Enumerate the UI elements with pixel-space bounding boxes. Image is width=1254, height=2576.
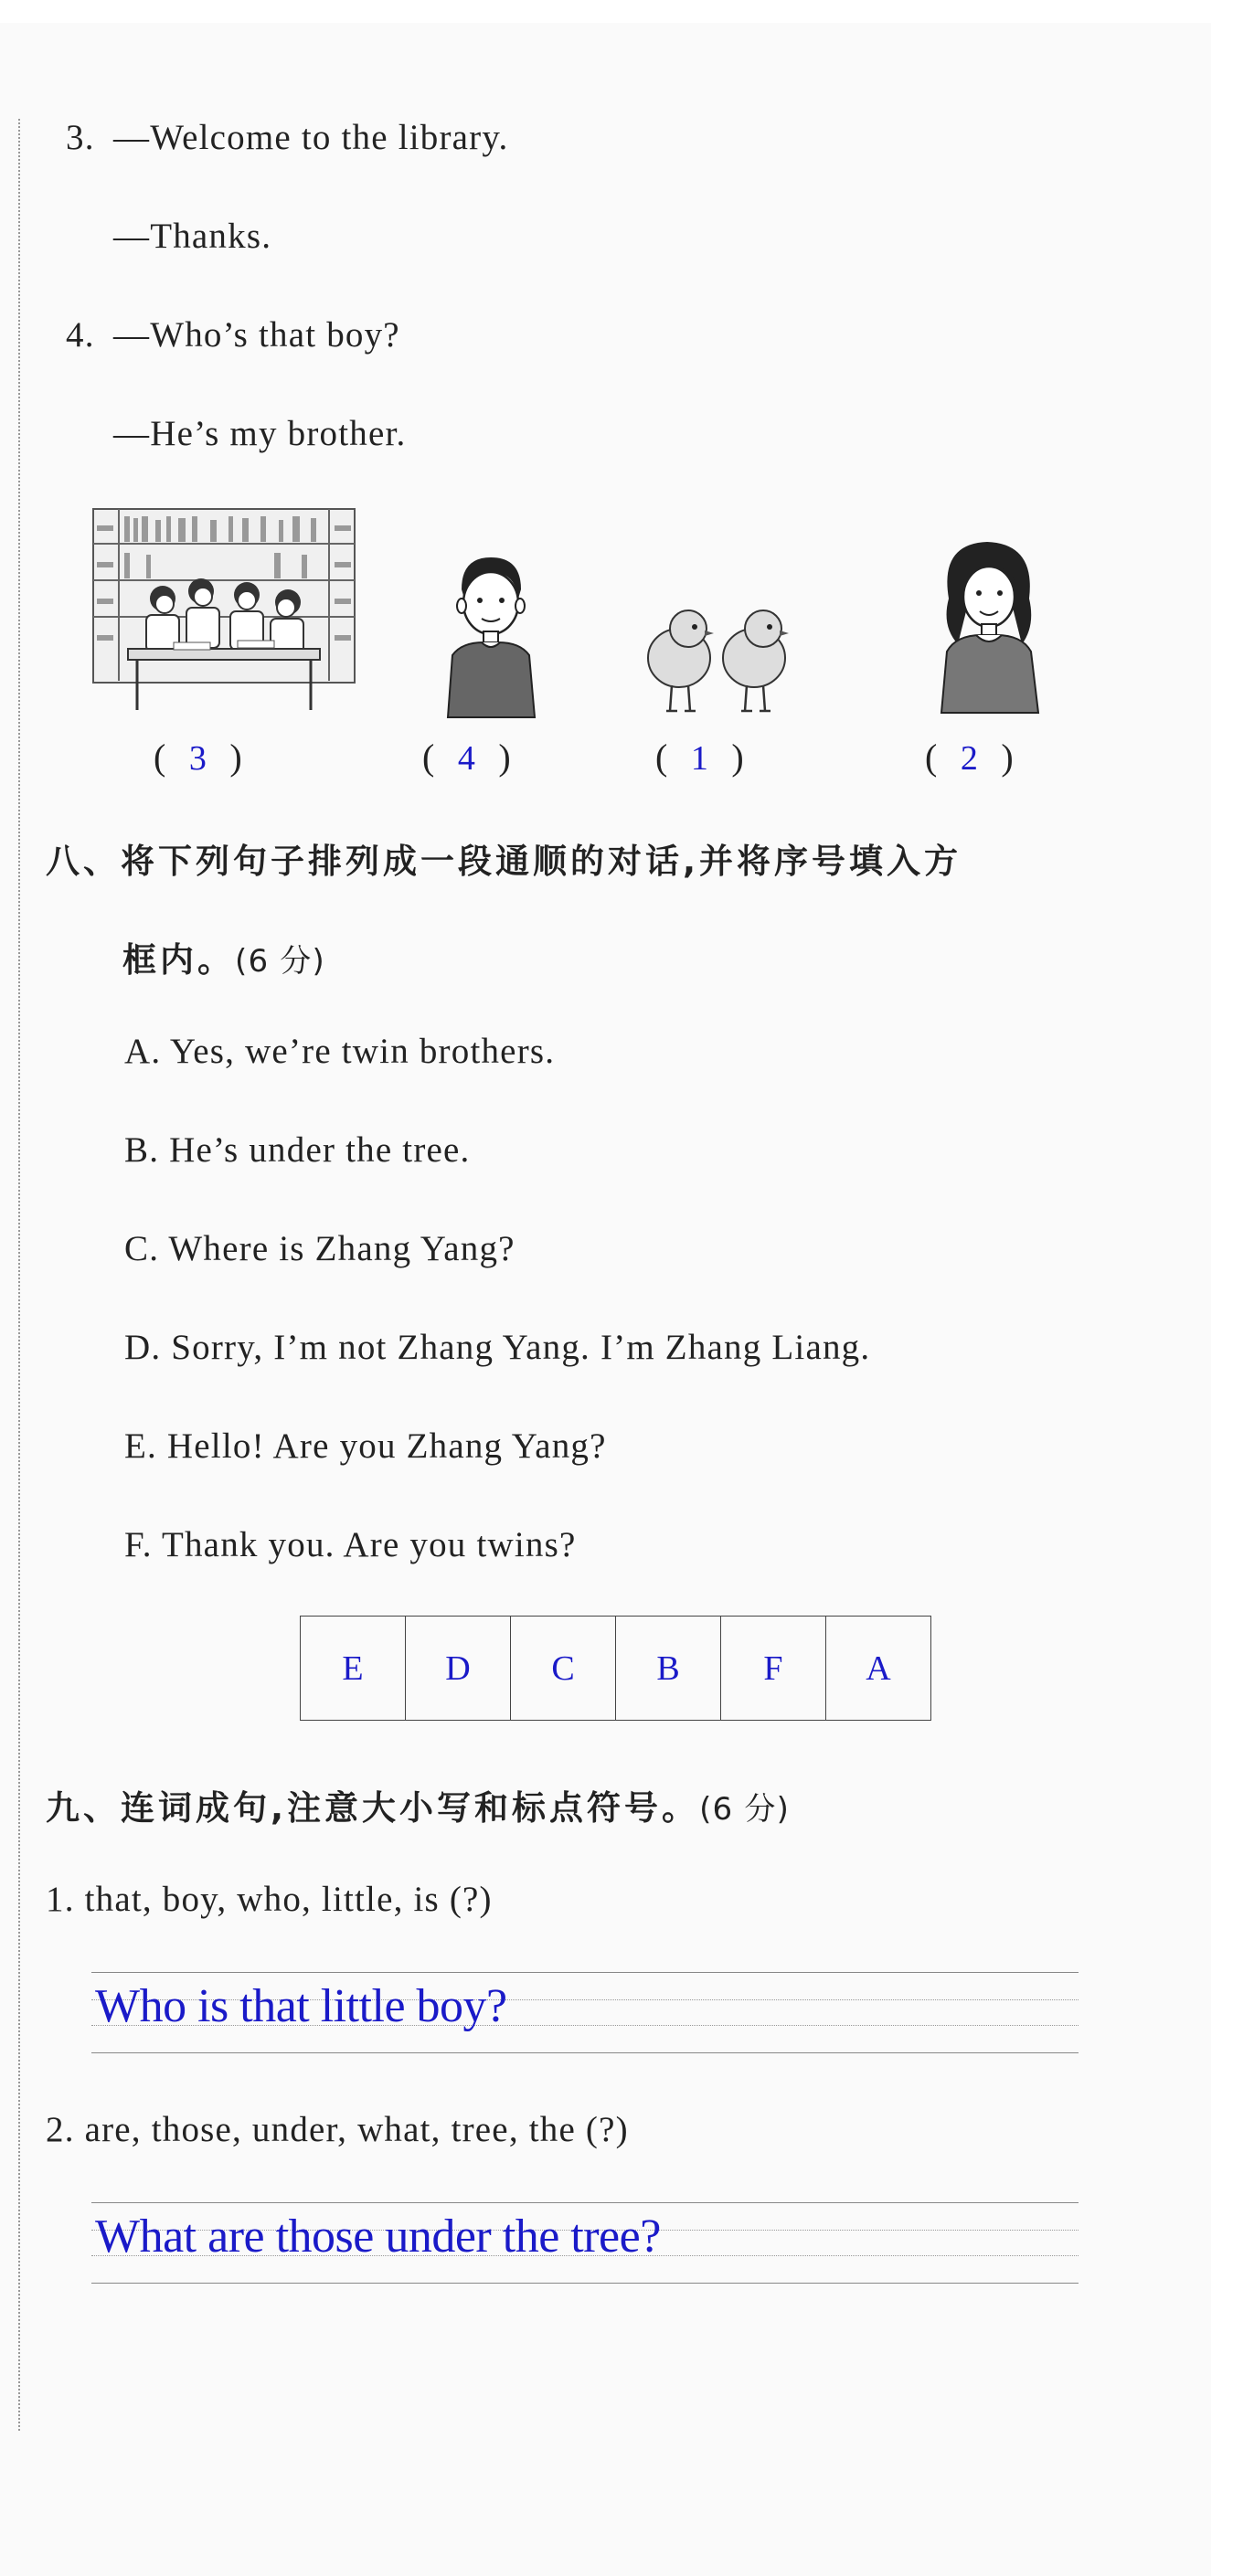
two-chicks-picture: [644, 603, 800, 717]
item-3-line2: —Thanks.: [113, 217, 272, 256]
girl-picture: [930, 535, 1049, 717]
option-c: C. Where is Zhang Yang?: [124, 1229, 515, 1268]
writing-line: [91, 2202, 1079, 2203]
picture-2-answer-paren: [422, 736, 511, 779]
paren-open: (: [925, 737, 938, 778]
item-4-line2: —He’s my brother.: [113, 414, 407, 453]
order-box-5[interactable]: F: [721, 1617, 826, 1721]
question-2-prompt: 2. are, those, under, what, tree, the (?): [46, 2110, 629, 2149]
option-e: E. Hello! Are you Zhang Yang?: [124, 1426, 607, 1466]
question-1-answer-lines[interactable]: [91, 1972, 1079, 2063]
order-box-6[interactable]: A: [826, 1617, 931, 1721]
library-reading-children-picture: [91, 507, 356, 717]
question-2-answer: What are those under the tree?: [95, 2210, 661, 2263]
picture-1-answer: 3: [188, 739, 207, 778]
order-box-2[interactable]: D: [406, 1617, 511, 1721]
paren-close: ): [1001, 737, 1014, 778]
order-box-4[interactable]: B: [616, 1617, 721, 1721]
question-1-prompt: 1. that, boy, who, little, is (?): [46, 1880, 493, 1919]
paren-open: (: [154, 737, 166, 778]
paren-close: ): [731, 737, 744, 778]
paren-close: ): [498, 737, 511, 778]
section-8-heading-line2: [122, 932, 325, 981]
picture-2-answer: 4: [457, 739, 475, 778]
option-f: F. Thank you. Are you twins?: [124, 1525, 577, 1564]
section-9-heading-line: [46, 1780, 790, 1829]
section-9-score: (6 分): [699, 1791, 791, 1828]
writing-line: [91, 2283, 1079, 2284]
picture-3-answer: 1: [690, 739, 708, 778]
option-b: B. He’s under the tree.: [124, 1130, 471, 1170]
picture-4-answer-paren: [925, 736, 1014, 779]
boy-picture: [434, 553, 544, 722]
item-3-number: 3.: [66, 118, 95, 157]
picture-4-answer: 2: [960, 739, 978, 778]
paren-open: (: [422, 737, 435, 778]
section-8-heading-tail: 框内。: [122, 940, 235, 980]
option-a: A. Yes, we’re twin brothers.: [124, 1032, 556, 1071]
item-3-line1: —Welcome to the library.: [113, 118, 509, 157]
order-box-1[interactable]: E: [301, 1617, 406, 1721]
margin-dotted-line: [18, 119, 20, 2431]
question-2-answer-lines[interactable]: [91, 2202, 1079, 2294]
option-d: D. Sorry, I’m not Zhang Yang. I’m Zhang Liang.: [124, 1328, 871, 1367]
paren-open: (: [655, 737, 668, 778]
paren-close: ): [229, 737, 242, 778]
section-8-heading: 八、将下列句子排列成一段通顺的对话,并将序号填入方: [46, 842, 962, 881]
section-8-score: (6 分): [235, 943, 325, 980]
writing-line: [91, 1972, 1079, 1973]
order-box-3[interactable]: C: [511, 1617, 616, 1721]
item-4-line1: —Who’s that boy?: [113, 315, 400, 355]
picture-3-answer-paren: [655, 736, 744, 779]
question-1-answer: Who is that little boy?: [95, 1980, 507, 2032]
picture-1-answer-paren: [154, 736, 242, 779]
worksheet-page: [0, 23, 1211, 2576]
item-4-number: 4.: [66, 315, 95, 355]
section-9-heading: 九、连词成句,注意大小写和标点符号。: [46, 1788, 700, 1828]
order-answer-boxes: [300, 1616, 931, 1721]
writing-line: [91, 2052, 1079, 2053]
